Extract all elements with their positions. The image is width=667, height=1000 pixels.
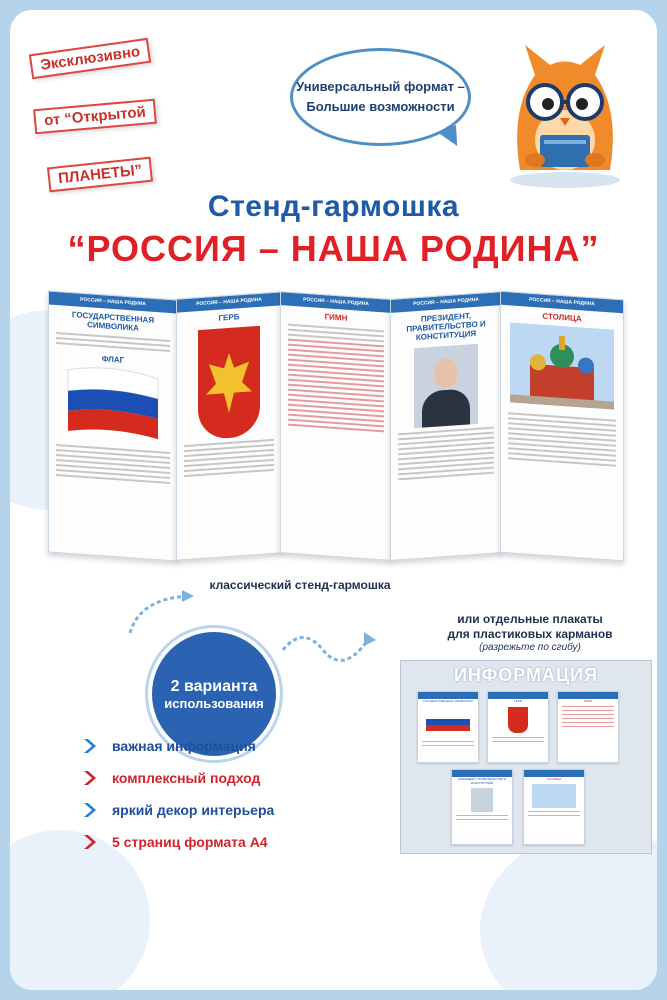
chevron-right-icon — [82, 834, 98, 850]
feature-label: яркий декор интерьера — [112, 802, 275, 818]
coat-of-arms-icon — [198, 326, 260, 440]
panel-title: ГЕРБ — [218, 312, 240, 323]
panel-title: СТОЛИЦА — [542, 311, 582, 324]
panel-header: РОССИЯ – НАША РОДИНА — [391, 292, 501, 313]
panel-header: РОССИЯ – НАША РОДИНА — [177, 292, 281, 312]
panel-coat-of-arms — [176, 291, 282, 560]
variants-line-2: использования — [164, 695, 264, 711]
panel-subtitle: ФЛАГ — [101, 354, 125, 365]
badge-planet: ПЛАНЕТЫ” — [47, 157, 153, 193]
chevron-right-icon — [82, 802, 98, 818]
panel-anthem — [280, 291, 392, 561]
poster-card: ГОСУДАРСТВЕННАЯ СИМВОЛИКА — [417, 691, 479, 763]
decor-blob — [480, 830, 657, 990]
panel-header: РОССИЯ – НАША РОДИНА — [281, 292, 391, 313]
cathedral-icon — [510, 322, 614, 409]
panel-title: ПРЕЗИДЕНТ, ПРАВИТЕЛЬСТВО И КОНСТИТУЦИЯ — [406, 311, 486, 343]
feature-label: комплексный подход — [112, 770, 261, 786]
alt-caption-line-1: или отдельные плакаты — [457, 612, 603, 626]
feature-label: 5 страниц формата А4 — [112, 834, 268, 850]
feature-item — [82, 802, 274, 818]
bubble-line-2: Большие возможности — [306, 99, 455, 114]
russian-flag-icon — [63, 365, 163, 442]
poster-preview — [400, 660, 652, 854]
title-line-2: “РОССИЯ – НАША РОДИНА” — [67, 228, 600, 269]
feature-item — [82, 834, 268, 850]
alt-caption-line-2: для пластиковых карманов — [447, 627, 613, 641]
panel-header: РОССИЯ – НАША РОДИНА — [501, 292, 623, 314]
poster-card: ГИМН — [557, 691, 619, 763]
chevron-right-icon — [82, 770, 98, 786]
chevron-right-icon — [82, 738, 98, 754]
poster-card: ГЕРБ — [487, 691, 549, 763]
feature-label: важная информация — [112, 738, 256, 754]
curved-arrow-icon — [120, 588, 200, 638]
badge-from-planet: от “Открытой — [33, 99, 157, 135]
title-line-1: Стенд-гармошка — [207, 190, 460, 223]
panel-title: ГОСУДАРСТВЕННАЯ СИМВОЛИКА — [71, 310, 155, 333]
panel-capital — [500, 291, 624, 562]
poster-card: СТОЛИЦА — [523, 769, 585, 845]
president-portrait-icon — [414, 344, 478, 428]
panel-title: ГИМН — [324, 312, 348, 323]
panel-symbols — [48, 290, 178, 561]
badge-exclusive: Эксклюзивно — [29, 38, 152, 80]
panel-header: РОССИЯ – НАША РОДИНА — [49, 292, 177, 314]
variants-line-1: 2 варианта — [170, 677, 258, 695]
poster-title: ИНФОРМАЦИЯ — [453, 665, 599, 685]
bubble-line-1: Универсальный формат – — [296, 79, 465, 94]
feature-item — [82, 770, 260, 786]
poster-card: ПРЕЗИДЕНТ, ПРАВИТЕЛЬСТВО И КОНСТИТУЦИЯ — [451, 769, 513, 845]
decor-blob — [10, 830, 150, 990]
wavy-arrow-icon — [278, 610, 388, 670]
classic-caption: классический стенд-гармошка — [209, 578, 391, 592]
alt-caption-note: (разрежьте по сгибу) — [479, 642, 581, 653]
feature-item — [82, 738, 256, 754]
owl-mascot-icon — [490, 30, 640, 190]
panel-president — [390, 291, 502, 561]
